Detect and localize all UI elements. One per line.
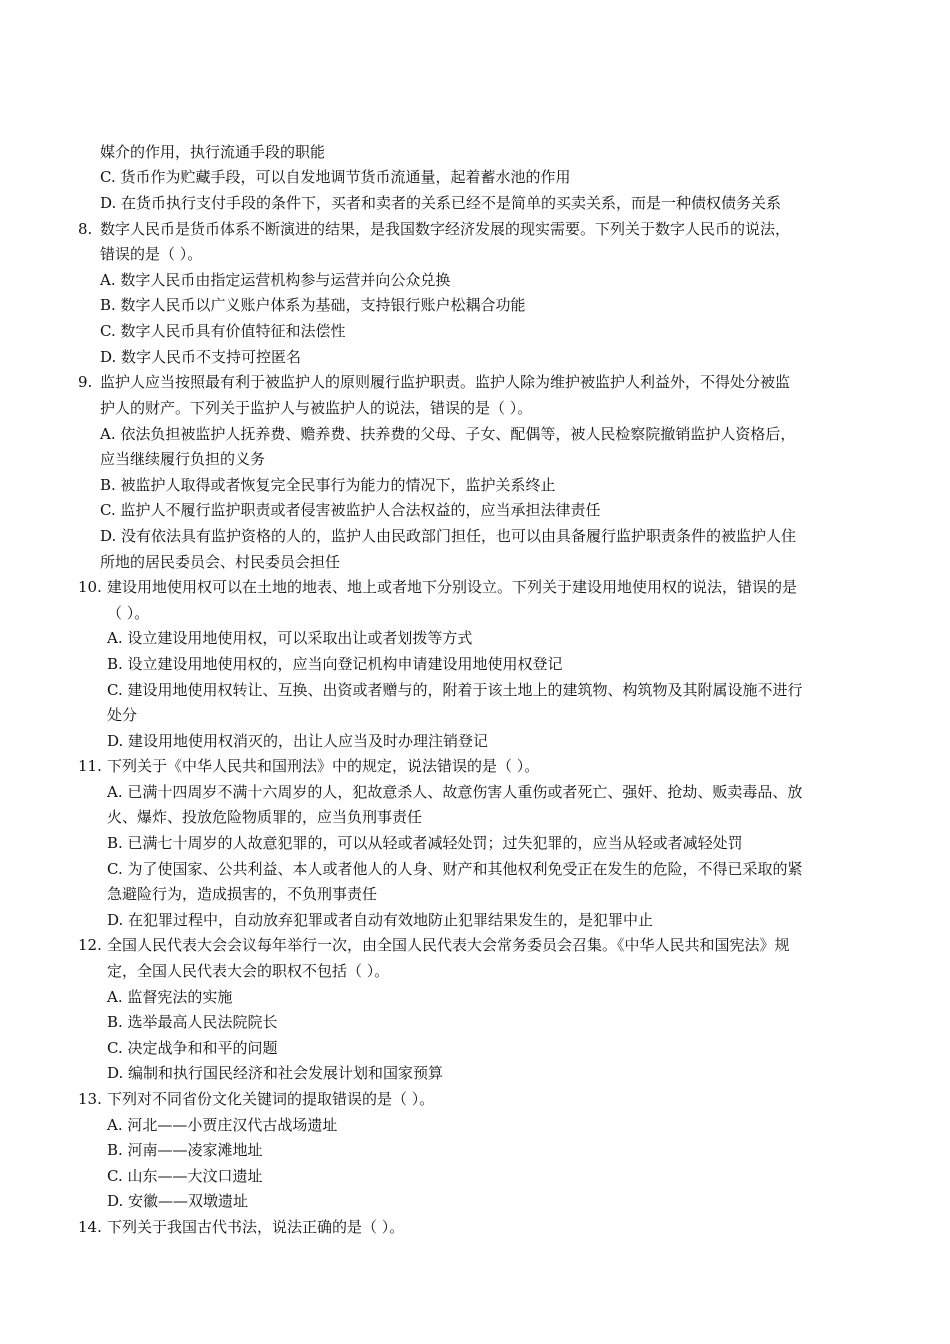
question-number: 14.: [78, 1218, 102, 1236]
text-line: A. 已满十四周岁不满十六周岁的人，犯故意杀人、故意伤害人重伤或者死亡、强奸、抢劫、贩卖毒品、放: [107, 783, 803, 801]
text-line: 处分: [107, 706, 138, 724]
text-line: B. 河南——凌家滩地址: [107, 1141, 263, 1159]
question-stem-line: 全国人民代表大会会议每年举行一次，由全国人民代表大会常务委员会召集。《中华人民共和国宪法》规: [107, 936, 790, 954]
text-line: D. 建设用地使用权消灭的，出让人应当及时办理注销登记: [107, 732, 489, 750]
question-stem-line: 数字人民币是货币体系不断演进的结果，是我国数字经济发展的现实需要。下列关于数字人民币的说法，: [100, 220, 791, 238]
text-line: A. 河北——小贾庄汉代古战场遗址: [107, 1116, 338, 1134]
question-number: 8.: [78, 220, 93, 238]
text-line: 定，全国人民代表大会的职权不包括（ ）。: [107, 962, 390, 980]
text-line: C. 数字人民币具有价值特征和法偿性: [100, 322, 346, 340]
text-line: B. 数字人民币以广义账户体系为基础，支持银行账户松耦合功能: [100, 296, 526, 314]
question-stem-line: 监护人应当按照最有利于被监护人的原则履行监护职责。监护人除为维护被监护人利益外，不得处分被监: [100, 373, 791, 391]
text-line: C. 山东——大汶口遗址: [107, 1167, 263, 1185]
text-line: D. 安徽——双墩遗址: [107, 1192, 249, 1210]
text-line: D. 在货币执行支付手段的条件下，买者和卖者的关系已经不是简单的买卖关系，而是一种债权债务关系: [100, 194, 782, 212]
text-line: C. 监护人不履行监护职责或者侵害被监护人合法权益的，应当承担法律责任: [100, 501, 601, 519]
text-line: （ ）。: [107, 604, 150, 622]
text-line: D. 数字人民币不支持可控匿名: [100, 348, 302, 366]
text-line: A. 设立建设用地使用权，可以采取出让或者划拨等方式: [107, 629, 473, 647]
text-line: A. 监督宪法的实施: [107, 988, 233, 1006]
text-line: C. 建设用地使用权转让、互换、出资或者赠与的，附着于该土地上的建筑物、构筑物及其附属设施不进行: [107, 681, 803, 699]
text-line: 应当继续履行负担的义务: [100, 450, 266, 468]
text-line: B. 被监护人取得或者恢复完全民事行为能力的情况下，监护关系终止: [100, 476, 556, 494]
question-stem-line: 下列关于《中华人民共和国刑法》中的规定，说法错误的是（ ）。: [107, 757, 540, 775]
text-line: B. 选举最高人民法院院长: [107, 1013, 278, 1031]
text-line: D. 在犯罪过程中，自动放弃犯罪或者自动有效地防止犯罪结果发生的，是犯罪中止: [107, 911, 654, 929]
question-stem-line: 建设用地使用权可以在土地的地表、地上或者地下分别设立。下列关于建设用地使用权的说法，错误的是: [107, 578, 798, 596]
text-line: 错误的是（ ）。: [100, 245, 203, 263]
text-line: 媒介的作用，执行流通手段的职能: [100, 143, 326, 161]
text-line: 护人的财产。下列关于监护人与被监护人的说法，错误的是（ ）。: [100, 399, 533, 417]
question-stem-line: 下列关于我国古代书法，说法正确的是（ ）。: [107, 1218, 405, 1236]
text-line: A. 数字人民币由指定运营机构参与运营并向公众兑换: [100, 271, 451, 289]
text-line: C. 决定战争和和平的问题: [107, 1039, 278, 1057]
text-line: 火、爆炸、投放危险物质罪的，应当负刑事责任: [107, 808, 423, 826]
text-line: B. 设立建设用地使用权的，应当向登记机构申请建设用地使用权登记: [107, 655, 563, 673]
text-line: 急避险行为，造成损害的，不负刑事责任: [107, 885, 378, 903]
question-number: 11.: [78, 757, 102, 775]
question-number: 13.: [78, 1090, 102, 1108]
text-line: C. 为了使国家、公共利益、本人或者他人的人身、财产和其他权利免受正在发生的危险，不得已采取的紧: [107, 860, 803, 878]
question-number: 12.: [78, 936, 102, 954]
question-number: 10.: [78, 578, 102, 596]
text-line: 所地的居民委员会、村民委员会担任: [100, 553, 341, 571]
question-number: 9.: [78, 373, 93, 391]
text-line: D. 没有依法具有监护资格的人的，监护人由民政部门担任，也可以由具备履行监护职责条件的被监护人住: [100, 527, 797, 545]
text-line: A. 依法负担被监护人抚养费、赡养费、扶养费的父母、子女、配偶等，被人民检察院撤销监护人资格后，: [100, 425, 796, 443]
question-stem-line: 下列对不同省份文化关键词的提取错误的是（ ）。: [107, 1090, 435, 1108]
text-line: D. 编制和执行国民经济和社会发展计划和国家预算: [107, 1064, 444, 1082]
text-line: C. 货币作为贮藏手段，可以自发地调节货币流通量，起着蓄水池的作用: [100, 168, 571, 186]
text-line: B. 已满七十周岁的人故意犯罪的，可以从轻或者减轻处罚；过失犯罪的，应当从轻或者减轻处罚: [107, 834, 743, 852]
